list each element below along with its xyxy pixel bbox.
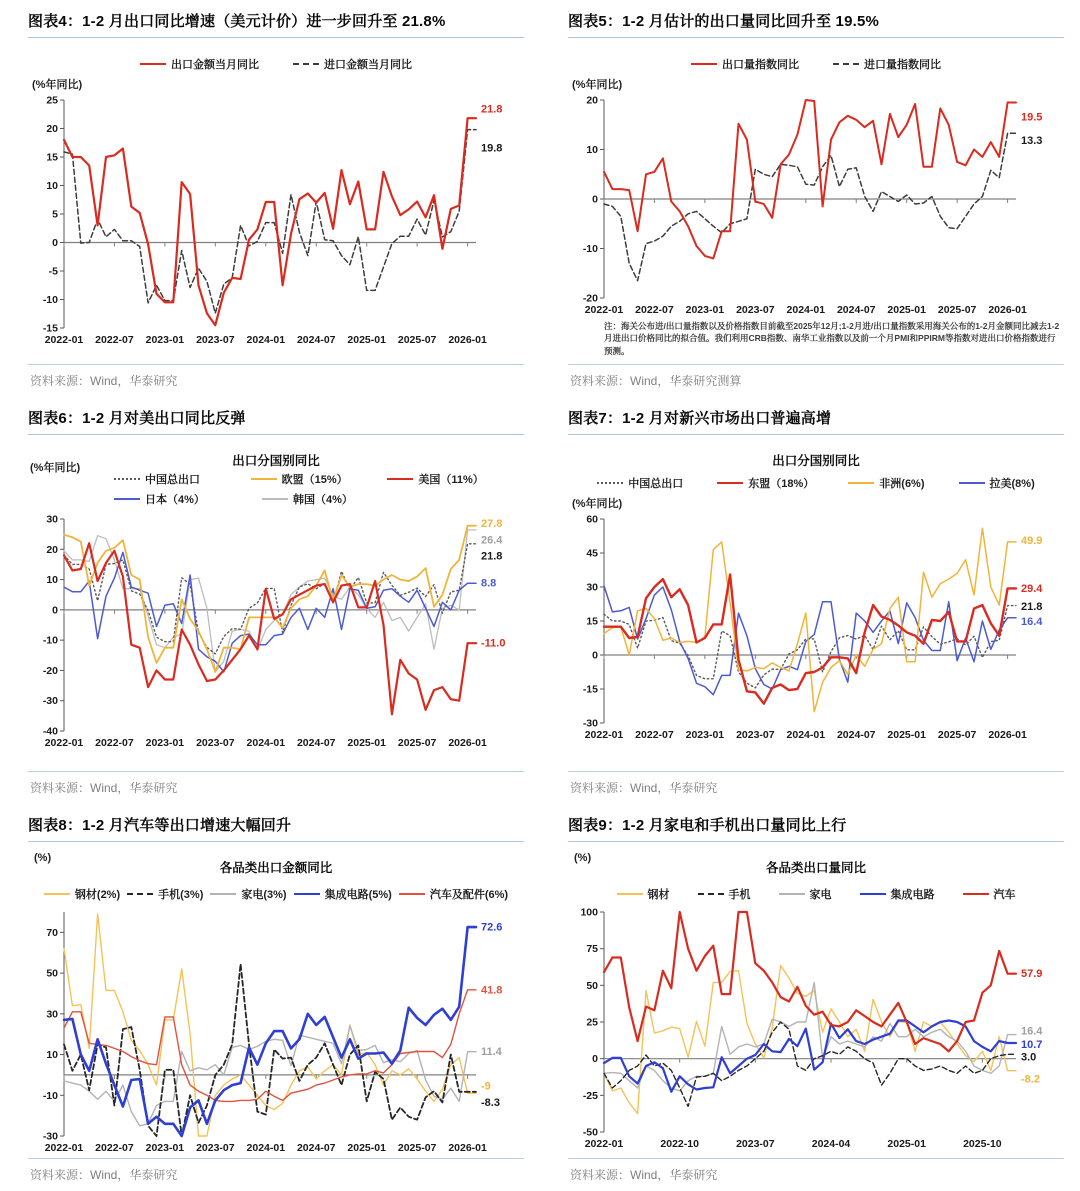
- legend-item: [210, 886, 286, 902]
- figure-9-header: 图表9：1-2 月家电和手机出口量同比上行: [568, 814, 1064, 842]
- legend-item: [44, 886, 120, 902]
- legend-item: [114, 471, 251, 487]
- legend-item: [617, 886, 670, 902]
- svg-text:2022-07: 2022-07: [635, 304, 674, 316]
- figure-8-block: [0, 804, 540, 1191]
- figure-5-source: 资料来源：Wind，华泰研究测算: [568, 364, 1064, 397]
- figure-4-ylabel: (%年同比): [32, 79, 83, 91]
- svg-text:2023-01: 2023-01: [685, 729, 725, 741]
- legend-line-sample: [833, 63, 859, 65]
- figure-7-ylabel: (%年同比): [572, 498, 623, 510]
- legend-label: 进口量指数同比: [864, 59, 941, 71]
- legend-item: [833, 56, 941, 72]
- svg-text:50: 50: [46, 967, 58, 980]
- figure-8-line-chart: [28, 904, 522, 1156]
- legend-item: [262, 491, 410, 507]
- end-value-label: 13.3: [1021, 135, 1043, 148]
- legend-line-sample: [698, 893, 724, 895]
- svg-text:2024-07: 2024-07: [296, 1142, 336, 1154]
- svg-text:2022-07: 2022-07: [635, 729, 674, 741]
- figure-6-line-chart: [28, 511, 522, 751]
- svg-text:2024-07: 2024-07: [296, 334, 336, 346]
- svg-text:2022-01: 2022-01: [584, 1138, 624, 1150]
- svg-text:30: 30: [46, 513, 58, 526]
- svg-text:2023-01: 2023-01: [685, 304, 725, 316]
- svg-text:2024-07: 2024-07: [836, 729, 876, 741]
- svg-text:2022-01: 2022-01: [44, 1142, 84, 1154]
- figure-8-ylabel: (%): [34, 852, 52, 864]
- svg-text:15: 15: [586, 615, 598, 628]
- legend-line-sample: [114, 478, 140, 480]
- svg-text:25: 25: [586, 1016, 598, 1029]
- svg-text:-30: -30: [42, 695, 58, 708]
- legend-label: 美国（11%）: [418, 474, 484, 486]
- svg-text:2024-01: 2024-01: [786, 729, 826, 741]
- figure-4-block: [0, 0, 540, 397]
- figure-9-source: 资料来源：Wind，华泰研究: [568, 1158, 1064, 1191]
- legend-item: [698, 886, 751, 902]
- svg-text:2022-10: 2022-10: [660, 1138, 699, 1150]
- svg-text:2024-01: 2024-01: [246, 737, 286, 749]
- svg-text:2023-07: 2023-07: [736, 304, 775, 316]
- svg-text:2025-01: 2025-01: [347, 334, 386, 346]
- svg-text:2025-07: 2025-07: [397, 1142, 437, 1154]
- svg-text:-20: -20: [582, 292, 598, 305]
- figure-6-ylabel: (%年同比): [30, 462, 81, 474]
- end-value-label: 21.8: [481, 103, 503, 116]
- figure-4-header: 图表4：1-2 月出口同比增速（美元计价）进一步回升至 21.8%: [28, 10, 524, 38]
- legend-label: 钢材: [647, 889, 670, 901]
- legend-item: [691, 56, 799, 72]
- end-value-label: 19.5: [1021, 111, 1043, 124]
- legend-item: [387, 471, 524, 487]
- svg-text:2024-07: 2024-07: [836, 304, 876, 316]
- end-value-label: 3.0: [1021, 1051, 1037, 1064]
- legend-label: 出口量指数同比: [722, 59, 799, 71]
- end-value-label: 72.6: [481, 921, 503, 934]
- legend-line-sample: [691, 63, 717, 65]
- svg-text:10: 10: [46, 180, 58, 192]
- figure-7-legend: [568, 475, 1064, 491]
- legend-item: [293, 56, 412, 72]
- svg-text:-25: -25: [582, 1089, 598, 1102]
- svg-text:2022-07: 2022-07: [95, 1142, 134, 1154]
- svg-text:20: 20: [46, 123, 58, 135]
- figure-5-legend: [568, 56, 1064, 72]
- svg-text:10: 10: [46, 574, 58, 587]
- legend-line-sample: [210, 893, 236, 895]
- svg-text:0: 0: [592, 1053, 598, 1066]
- end-value-label: 21.8: [1021, 600, 1043, 613]
- svg-text:2022-07: 2022-07: [95, 737, 134, 749]
- svg-text:45: 45: [586, 547, 598, 560]
- legend-line-sample: [114, 498, 140, 500]
- end-value-label: -11.0: [481, 637, 506, 650]
- svg-text:2023-07: 2023-07: [196, 1142, 235, 1154]
- figure-5-header: 图表5：1-2 月估计的出口量同比回升至 19.5%: [568, 10, 1064, 38]
- legend-line-sample: [959, 482, 985, 484]
- svg-text:25: 25: [46, 94, 58, 107]
- figure-7-block: [540, 397, 1080, 804]
- legend-label: 日本（4%）: [145, 494, 205, 506]
- svg-text:2023-07: 2023-07: [736, 1138, 775, 1150]
- legend-item: [114, 491, 262, 507]
- figure-6-block: [0, 397, 540, 804]
- legend-item: [251, 471, 388, 487]
- svg-text:-10: -10: [42, 294, 58, 306]
- svg-text:-10: -10: [42, 1089, 58, 1102]
- figure-6-chart-top: [28, 443, 524, 511]
- figure-9-chart-top: [568, 850, 1064, 904]
- svg-text:-5: -5: [48, 265, 58, 278]
- end-value-label: -9: [481, 1080, 491, 1093]
- legend-label: 中国总出口: [145, 474, 200, 486]
- legend-line-sample: [251, 478, 277, 480]
- legend-item: [294, 886, 392, 902]
- legend-label: 拉美(8%): [989, 478, 1035, 490]
- legend-line-sample: [44, 893, 70, 895]
- svg-text:-10: -10: [582, 243, 598, 255]
- svg-text:20: 20: [46, 543, 58, 556]
- svg-text:2023-07: 2023-07: [736, 729, 775, 741]
- end-value-label: 10.7: [1021, 1039, 1043, 1052]
- svg-text:10: 10: [46, 1049, 58, 1062]
- svg-text:-10: -10: [42, 634, 58, 647]
- svg-text:2025-01: 2025-01: [887, 1138, 926, 1150]
- figure-4-source: 资料来源：Wind，华泰研究: [28, 364, 524, 397]
- legend-line-sample: [597, 482, 623, 484]
- svg-text:2025-10: 2025-10: [963, 1138, 1002, 1150]
- svg-text:2023-07: 2023-07: [196, 737, 235, 749]
- end-value-label: 19.8: [481, 142, 503, 155]
- svg-text:2024-07: 2024-07: [296, 737, 336, 749]
- figure-6-legend: [28, 471, 524, 511]
- figure-8-chart-top: [28, 850, 524, 904]
- figure-8-header: 图表8：1-2 月汽车等出口增速大幅回升: [28, 814, 524, 842]
- end-value-label: -8.2: [1021, 1073, 1040, 1086]
- figure-6-chart-title: 出口分国别同比: [232, 454, 320, 468]
- svg-text:2024-04: 2024-04: [811, 1138, 851, 1150]
- figure-7-chart-title: 出口分国别同比: [772, 454, 860, 468]
- svg-text:2024-01: 2024-01: [786, 304, 826, 316]
- legend-item: [717, 475, 814, 491]
- svg-text:0: 0: [592, 649, 598, 662]
- figure-4-legend: [28, 56, 524, 72]
- figure-5-block: [540, 0, 1080, 397]
- legend-item: [959, 475, 1035, 491]
- figure-7-line-chart: [568, 511, 1062, 743]
- legend-line-sample: [779, 893, 805, 895]
- svg-text:2023-01: 2023-01: [145, 334, 185, 346]
- legend-label: 进口金额当月同比: [324, 59, 412, 71]
- legend-item: [127, 886, 203, 902]
- legend-label: 集成电路(5%): [324, 889, 392, 901]
- svg-text:0: 0: [592, 193, 598, 206]
- svg-text:30: 30: [46, 1008, 58, 1021]
- figure-6-header: 图表6：1-2 月对美出口同比反弹: [28, 407, 524, 435]
- legend-line-sample: [717, 482, 743, 484]
- legend-item: [779, 886, 832, 902]
- legend-item: [140, 56, 259, 72]
- legend-label: 汽车: [993, 889, 1016, 901]
- figure-8-chart-title: 各品类出口金额同比: [219, 861, 333, 875]
- legend-label: 家电: [809, 889, 832, 901]
- svg-text:2022-01: 2022-01: [44, 737, 84, 749]
- legend-item: [399, 886, 508, 902]
- legend-label: 家电(3%): [241, 889, 287, 901]
- svg-text:70: 70: [46, 926, 58, 939]
- end-value-label: -8.3: [481, 1096, 500, 1109]
- svg-text:2023-01: 2023-01: [145, 737, 185, 749]
- svg-text:2025-01: 2025-01: [887, 304, 926, 316]
- svg-text:15: 15: [46, 151, 58, 164]
- legend-label: 汽车及配件(6%): [429, 889, 509, 901]
- figure-5-note: 注：海关公布进/出口量指数以及价格指数目前截至2025年12月;1-2月进/出口量指数采用海关公布的1-2月金额同比减去1-2月进出口价格同比的拟合值。我们利用CRB指数、南华工业指数以及前一个月PMI和PPIRM等指数对进出口价格指数进行预测。: [604, 321, 1060, 356]
- svg-text:-40: -40: [42, 725, 58, 738]
- figure-6-source: 资料来源：Wind，华泰研究: [28, 771, 524, 804]
- legend-line-sample: [387, 478, 413, 480]
- legend-label: 非洲(6%): [879, 478, 925, 490]
- svg-text:2026-01: 2026-01: [988, 304, 1027, 316]
- legend-label: 手机(3%): [158, 889, 204, 901]
- legend-label: 钢材(2%): [74, 889, 121, 901]
- end-value-label: 11.4: [481, 1046, 502, 1059]
- svg-text:2026-01: 2026-01: [448, 334, 487, 346]
- legend-item: [597, 475, 683, 491]
- figure-9-legend: [568, 886, 1064, 902]
- svg-text:2026-01: 2026-01: [448, 737, 487, 749]
- end-value-label: 26.4: [481, 534, 503, 547]
- svg-text:-15: -15: [42, 322, 58, 335]
- svg-text:-30: -30: [42, 1130, 58, 1143]
- end-value-label: 41.8: [481, 984, 503, 997]
- end-value-label: 49.9: [1021, 535, 1043, 548]
- svg-text:2025-07: 2025-07: [937, 729, 977, 741]
- svg-text:2024-01: 2024-01: [246, 334, 286, 346]
- end-value-label: 16.4: [1021, 615, 1043, 628]
- svg-text:-15: -15: [582, 683, 598, 696]
- legend-label: 中国总出口: [628, 478, 684, 490]
- figure-9-chart-title: 各品类出口量同比: [765, 861, 866, 875]
- end-value-label: 8.8: [481, 577, 497, 590]
- legend-item: [848, 475, 924, 491]
- legend-label: 出口金额当月同比: [171, 59, 259, 71]
- legend-line-sample: [848, 482, 874, 484]
- end-value-label: 29.4: [1021, 582, 1043, 595]
- end-value-label: 21.8: [481, 550, 503, 563]
- svg-text:2023-07: 2023-07: [196, 334, 235, 346]
- figure-7-header: 图表7：1-2 月对新兴市场出口普遍高增: [568, 407, 1064, 435]
- legend-line-sample: [963, 893, 989, 895]
- legend-item: [963, 886, 1016, 902]
- legend-line-sample: [294, 893, 320, 895]
- svg-text:75: 75: [586, 943, 598, 956]
- legend-label: 欧盟（15%）: [281, 474, 348, 486]
- svg-text:2022-01: 2022-01: [44, 334, 84, 346]
- svg-text:2023-01: 2023-01: [145, 1142, 185, 1154]
- svg-text:2026-01: 2026-01: [988, 729, 1027, 741]
- svg-text:20: 20: [586, 94, 598, 107]
- svg-text:5: 5: [52, 208, 58, 221]
- svg-text:30: 30: [586, 581, 598, 594]
- legend-line-sample: [127, 893, 153, 895]
- legend-line-sample: [262, 498, 288, 500]
- legend-line-sample: [140, 63, 166, 65]
- figure-5-ylabel: (%年同比): [572, 79, 623, 91]
- figure-4-line-chart: [28, 92, 522, 348]
- svg-text:50: 50: [586, 979, 598, 992]
- legend-line-sample: [293, 63, 319, 65]
- svg-text:-50: -50: [582, 1126, 598, 1139]
- figure-5-line-chart: [568, 92, 1062, 318]
- svg-text:2025-01: 2025-01: [887, 729, 926, 741]
- svg-text:100: 100: [580, 906, 598, 919]
- svg-text:2025-01: 2025-01: [347, 737, 386, 749]
- figure-9-block: [540, 804, 1080, 1191]
- svg-text:60: 60: [586, 513, 598, 526]
- legend-label: 东盟（18%）: [748, 478, 815, 490]
- svg-text:2022-01: 2022-01: [584, 304, 624, 316]
- figure-9-ylabel: (%): [574, 852, 592, 864]
- svg-text:2025-07: 2025-07: [397, 737, 437, 749]
- end-value-label: 16.4: [1021, 1025, 1043, 1038]
- svg-text:0: 0: [52, 237, 58, 249]
- legend-line-sample: [860, 893, 886, 895]
- svg-text:-30: -30: [582, 717, 598, 730]
- legend-item: [860, 886, 935, 902]
- end-value-label: 27.8: [481, 518, 503, 531]
- svg-text:0: 0: [52, 604, 58, 617]
- svg-text:-20: -20: [42, 664, 58, 677]
- svg-text:2025-07: 2025-07: [397, 334, 437, 346]
- svg-text:2026-01: 2026-01: [448, 1142, 487, 1154]
- svg-text:2025-01: 2025-01: [347, 1142, 386, 1154]
- legend-label: 集成电路: [890, 889, 935, 901]
- svg-text:2024-01: 2024-01: [246, 1142, 286, 1154]
- figure-9-line-chart: [568, 904, 1062, 1152]
- svg-text:2025-07: 2025-07: [937, 304, 977, 316]
- legend-label: 手机: [728, 889, 751, 901]
- legend-line-sample: [399, 893, 425, 895]
- svg-text:2022-01: 2022-01: [584, 729, 624, 741]
- legend-label: 韩国（4%）: [293, 494, 353, 506]
- legend-line-sample: [617, 893, 643, 895]
- svg-text:10: 10: [586, 144, 598, 156]
- end-value-label: 57.9: [1021, 968, 1043, 981]
- figure-8-legend: [28, 886, 524, 902]
- figure-7-source: 资料来源：Wind，华泰研究: [568, 771, 1064, 804]
- figure-8-source: 资料来源：Wind，华泰研究: [28, 1158, 524, 1191]
- svg-text:2022-07: 2022-07: [95, 334, 134, 346]
